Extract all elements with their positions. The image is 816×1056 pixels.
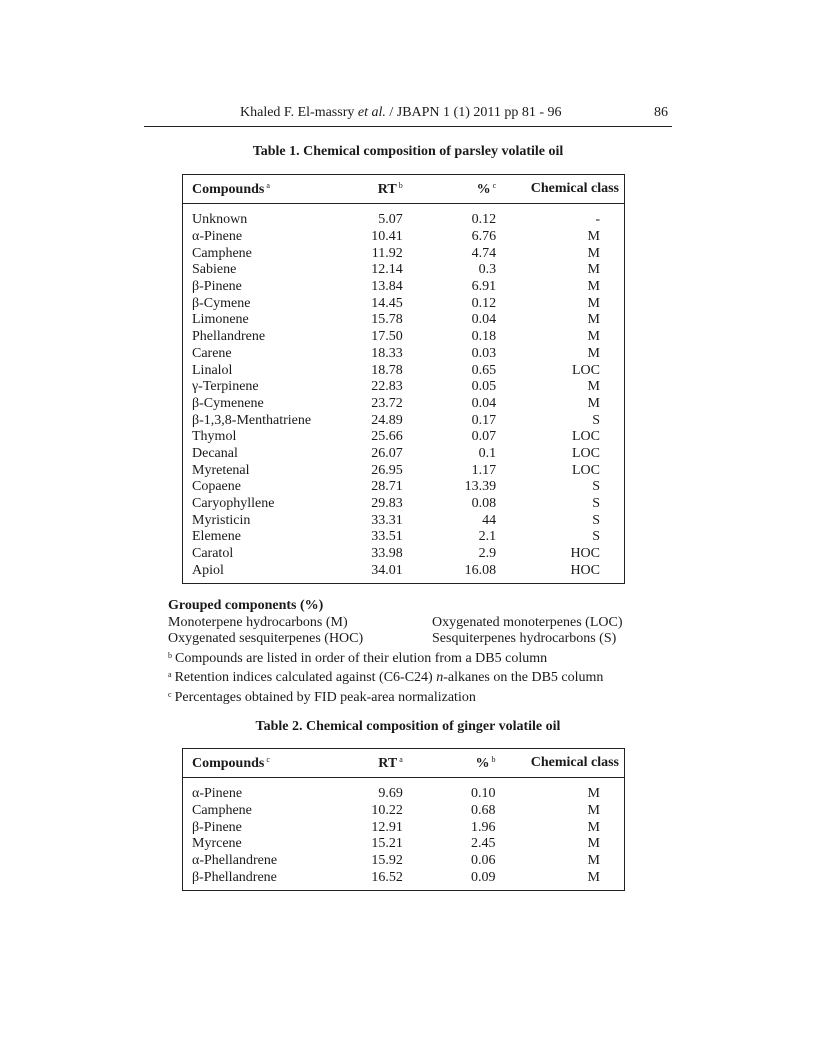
spacer-cell	[183, 579, 625, 584]
cell-compound: Apiol	[192, 562, 224, 578]
cell-compound: Myrcene	[192, 836, 242, 852]
cell-class: S	[592, 479, 600, 495]
cell-class: M	[587, 836, 600, 852]
grouped-row	[168, 631, 648, 648]
group-loc: Oxygenated monoterpenes (LOC)	[432, 614, 623, 630]
cell-rt: 11.92	[371, 245, 403, 261]
cell-class: M	[587, 229, 600, 245]
table-row	[183, 412, 625, 429]
cell-class: M	[587, 329, 600, 345]
table2-body	[183, 778, 625, 891]
cell-class: LOC	[572, 362, 600, 378]
table-row	[183, 512, 625, 529]
cell-percent: 2.1	[478, 529, 497, 545]
footnote-mark: c	[168, 689, 172, 699]
table-row	[183, 462, 625, 479]
cell-rt: 18.33	[371, 345, 403, 361]
cell-rt: 24.89	[371, 412, 403, 428]
cell-percent: 1.17	[471, 462, 497, 478]
cell-rt: 5.07	[378, 212, 403, 228]
cell-percent: 0.65	[471, 362, 497, 378]
table-row	[183, 803, 625, 820]
table2-header-rt	[343, 749, 408, 778]
cell-compound: β-Cymenene	[192, 395, 264, 411]
cell-class: -	[595, 212, 600, 228]
cell-compound: Phellandrene	[192, 329, 266, 345]
cell-compound: Decanal	[192, 445, 238, 461]
page-number: 86	[654, 105, 668, 120]
cell-class: M	[587, 395, 600, 411]
cell-rt: 9.69	[378, 786, 403, 802]
cell-percent: 0.12	[471, 295, 497, 311]
table-row	[183, 279, 625, 296]
cell-rt: 14.45	[371, 295, 403, 311]
footnote-italic: n	[436, 670, 444, 685]
group-s: Sesquiterpenes hydrocarbons (S)	[432, 631, 617, 646]
table-row	[183, 496, 625, 513]
cell-compound: Unknown	[192, 212, 248, 228]
table-row	[183, 786, 625, 803]
cell-compound: Myristicin	[192, 512, 251, 528]
cell-class: M	[587, 295, 600, 311]
cell-percent: 4.74	[471, 245, 497, 261]
cell-rt: 15.78	[371, 312, 403, 328]
header-sup: a	[266, 180, 270, 190]
cell-rt: 23.72	[371, 395, 403, 411]
cell-percent: 6.76	[471, 229, 497, 245]
cell-percent: 0.08	[471, 496, 497, 512]
cell-percent: 0.17	[471, 412, 497, 428]
cell-class: M	[587, 379, 600, 395]
cell-rt: 28.71	[371, 479, 403, 495]
group-hoc: Oxygenated sesquiterpenes (HOC)	[168, 631, 364, 646]
cell-rt: 17.50	[371, 329, 403, 345]
cell-compound: α-Pinene	[192, 229, 243, 245]
table-spacer-row	[183, 778, 625, 787]
cell-compound: Myretenal	[192, 462, 250, 478]
running-header	[144, 102, 672, 127]
cell-compound: Camphene	[192, 245, 252, 261]
footnote-c	[168, 687, 648, 707]
cell-compound: Elemene	[192, 529, 241, 545]
cell-class: HOC	[570, 546, 600, 562]
cell-class: M	[587, 279, 600, 295]
table1-header-percent	[408, 175, 498, 204]
table1-header-rt	[343, 175, 408, 204]
table-row	[183, 396, 625, 413]
table-row	[183, 245, 625, 262]
table-row	[183, 262, 625, 279]
spacer-cell	[183, 886, 625, 891]
header-label: RT	[378, 755, 398, 771]
header-sup: c	[492, 180, 497, 190]
cell-compound: Camphene	[192, 803, 252, 819]
table-row	[183, 379, 625, 396]
cell-compound: Caratol	[192, 546, 234, 562]
etal-text: et al.	[357, 105, 386, 120]
cell-rt: 10.22	[371, 803, 403, 819]
cell-compound: Caryophyllene	[192, 496, 275, 512]
cell-percent: 0.3	[478, 262, 497, 278]
footnote-b	[168, 648, 648, 668]
cell-class: S	[592, 529, 600, 545]
table-row	[183, 529, 625, 546]
cell-rt: 13.84	[371, 279, 403, 295]
cell-class: M	[587, 312, 600, 328]
cell-percent: 0.10	[471, 786, 496, 802]
cell-rt: 29.83	[371, 496, 403, 512]
cell-rt: 10.41	[371, 229, 403, 245]
header-label: Chemical class	[530, 181, 619, 196]
cell-class: LOC	[572, 462, 600, 478]
table-row	[183, 312, 625, 329]
journal-citation: / JBAPN 1 (1) 2011 pp 81 - 96	[389, 105, 562, 120]
cell-percent: 6.91	[471, 279, 497, 295]
cell-percent: 0.09	[471, 869, 496, 885]
cell-percent: 0.05	[471, 379, 497, 395]
cell-compound: Thymol	[192, 429, 237, 445]
cell-percent: 0.12	[471, 212, 497, 228]
cell-rt: 26.07	[371, 445, 403, 461]
cell-rt: 22.83	[371, 379, 403, 395]
header-label: %	[475, 755, 490, 771]
table1	[182, 174, 625, 584]
table-row	[183, 429, 625, 446]
grouped-components-title: Grouped components (%)	[168, 598, 324, 613]
table-spacer-row	[183, 204, 625, 213]
cell-compound: α-Pinene	[192, 786, 243, 802]
cell-compound: Sabiene	[192, 262, 237, 278]
table-row	[183, 362, 625, 379]
cell-percent: 0.04	[471, 312, 497, 328]
footnote-text: Retention indices calculated against (C6-C24)	[174, 670, 437, 685]
footnote-text: -alkanes on the DB5 column	[443, 670, 604, 685]
cell-class: S	[592, 496, 600, 512]
cell-rt: 16.52	[371, 869, 403, 885]
cell-rt: 33.31	[371, 512, 403, 528]
cell-class: S	[592, 512, 600, 528]
cell-rt: 15.92	[371, 853, 403, 869]
group-m: Monoterpene hydrocarbons (M)	[168, 614, 348, 630]
cell-percent: 0.04	[471, 395, 497, 411]
table-row	[183, 479, 625, 496]
table-end-row	[183, 886, 625, 891]
table2-caption: Table 2. Chemical composition of ginger volatile oil	[255, 719, 561, 734]
cell-percent: 1.96	[471, 819, 496, 835]
footnote-mark: a	[168, 670, 172, 679]
table2-header-row	[183, 749, 625, 778]
table-end-row	[183, 579, 625, 584]
cell-percent: 16.08	[464, 562, 497, 578]
table-row	[183, 346, 625, 363]
cell-class: M	[587, 262, 600, 278]
table1-header-row	[183, 175, 625, 204]
cell-percent: 0.68	[471, 803, 496, 819]
cell-class: M	[587, 245, 600, 261]
cell-compound: β-1,3,8-Menthatriene	[192, 412, 312, 428]
table-row	[183, 329, 625, 346]
cell-percent: 2.45	[471, 836, 496, 852]
table1-header-class	[498, 175, 624, 204]
cell-compound: Limonene	[192, 312, 249, 328]
header-sup: a	[399, 754, 403, 764]
cell-percent: 0.1	[478, 445, 497, 461]
header-sup: b	[491, 754, 496, 764]
spacer-cell	[183, 204, 625, 213]
table1-header-compounds	[183, 175, 343, 204]
cell-rt: 33.98	[371, 546, 403, 562]
table-row	[183, 869, 625, 886]
table-row	[183, 229, 625, 246]
cell-class: S	[592, 412, 600, 428]
cell-class: M	[587, 819, 600, 835]
header-label: Compounds	[192, 755, 265, 771]
header-label: RT	[377, 181, 397, 197]
table1-caption: Table 1. Chemical composition of parsley volatile oil	[252, 144, 564, 159]
cell-percent: 13.39	[464, 479, 497, 495]
table2-header-percent	[408, 749, 498, 778]
cell-compound: β-Pinene	[192, 279, 242, 295]
cell-compound: Linalol	[192, 362, 233, 378]
cell-compound: β-Pinene	[192, 819, 242, 835]
cell-percent: 0.18	[471, 329, 497, 345]
grouped-row	[168, 615, 648, 632]
header-label: Chemical class	[530, 755, 619, 770]
cell-rt: 18.78	[371, 362, 403, 378]
table2-header-class	[498, 749, 625, 778]
table2-header-compounds	[183, 749, 343, 778]
cell-class: LOC	[572, 445, 600, 461]
cell-rt: 15.21	[371, 836, 403, 852]
cell-rt: 26.95	[371, 462, 403, 478]
cell-percent: 0.03	[471, 345, 497, 361]
cell-compound: Copaene	[192, 479, 241, 495]
cell-class: M	[587, 345, 600, 361]
table1-notes	[168, 598, 648, 706]
cell-percent: 0.06	[471, 853, 496, 869]
cell-rt: 12.14	[371, 262, 403, 278]
cell-percent: 44	[482, 512, 497, 528]
table-row	[183, 446, 625, 463]
table2	[182, 748, 625, 891]
footnote-text: Percentages obtained by FID peak-area normalization	[174, 689, 476, 705]
table-row	[183, 853, 625, 870]
cell-rt: 25.66	[371, 429, 403, 445]
table-row	[183, 546, 625, 563]
cell-class: M	[587, 853, 600, 869]
running-title	[240, 105, 562, 121]
footnote-a	[168, 667, 648, 687]
cell-rt: 34.01	[371, 562, 403, 578]
cell-class: M	[587, 786, 600, 802]
header-label: %	[476, 181, 491, 197]
footnote-mark: b	[168, 650, 172, 660]
cell-class: M	[587, 803, 600, 819]
cell-compound: γ-Terpinene	[192, 379, 259, 395]
table-row	[183, 562, 625, 579]
table-row	[183, 819, 625, 836]
table-row	[183, 295, 625, 312]
header-sup: b	[398, 180, 403, 190]
cell-compound: Carene	[192, 345, 232, 361]
footnote-text: Compounds are listed in order of their elution from a DB5 column	[175, 650, 548, 666]
cell-percent: 2.9	[478, 546, 497, 562]
table1-body	[183, 204, 625, 584]
cell-rt: 33.51	[371, 529, 403, 545]
cell-compound: β-Phellandrene	[192, 869, 277, 885]
cell-class: HOC	[570, 562, 600, 578]
cell-rt: 12.91	[371, 819, 403, 835]
cell-class: LOC	[572, 429, 600, 445]
cell-compound: β-Cymene	[192, 295, 251, 311]
cell-class: M	[587, 869, 600, 885]
table-row	[183, 212, 625, 229]
author-text: Khaled F. El-massry	[240, 105, 355, 120]
spacer-cell	[183, 778, 625, 787]
header-label: Compounds	[192, 181, 265, 197]
table-row	[183, 836, 625, 853]
cell-compound: α-Phellandrene	[192, 853, 278, 869]
cell-percent: 0.07	[471, 429, 497, 445]
header-sup: c	[266, 754, 270, 764]
